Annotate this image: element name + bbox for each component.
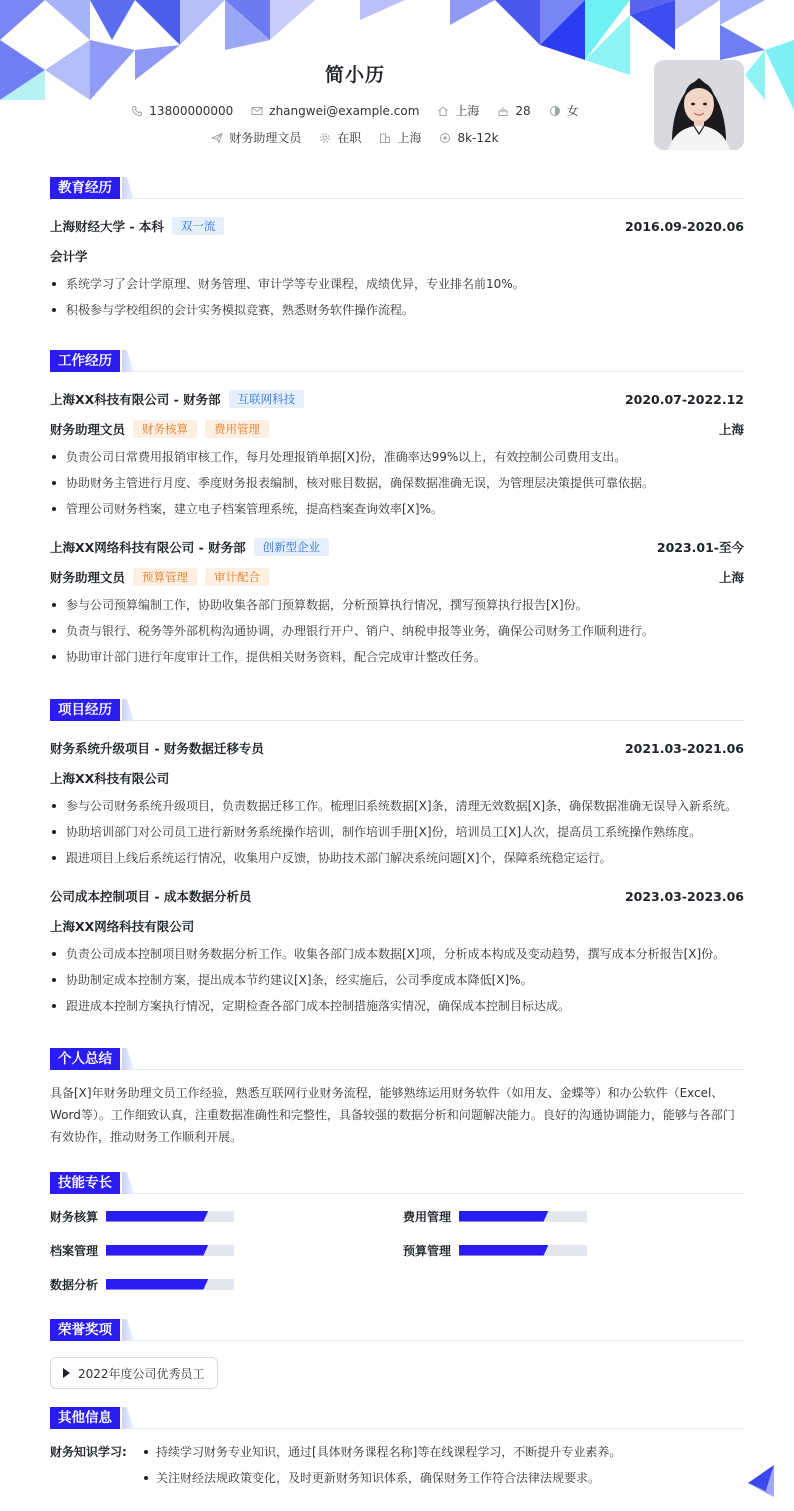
industry-tag: 创新型企业 [254,538,330,556]
skill-item [403,1208,744,1224]
work-location: 上海 [718,570,744,585]
salary-item [439,131,498,145]
skill-level-fill [106,1211,208,1222]
section-title: 其他信息 [50,1407,120,1429]
section-title-tail [122,1048,134,1070]
major-name: 会计学 [50,249,88,264]
skill-tag: 财务核算 [133,420,197,438]
project-bullets [50,941,744,1019]
skill-level-bar [106,1279,234,1290]
send-icon [211,132,223,144]
section-header [50,1048,744,1070]
projects-section [50,699,744,1019]
section-title-tail [122,1407,134,1429]
triangle-icon [63,1368,70,1378]
skill-level-fill [106,1245,208,1256]
company-row [50,532,744,562]
skill-item [50,1208,403,1224]
work-date: 2023.01-至今 [656,540,744,555]
work-location: 上海 [718,422,744,437]
list-item: 负责与银行、税务等外部机构沟通协调，办理银行开户、销户、纳税申报等业务，确保公司财务工作顺利进行。 [50,618,744,644]
section-title-tail [122,699,134,721]
section-title-tail [122,1319,134,1341]
education-section [50,177,744,323]
section-header [50,1319,744,1341]
city-item [437,102,479,119]
section-title-tail [122,350,134,372]
gender-text: 女 [566,104,579,118]
list-item: 协助制定成本控制方案，提出成本节约建议[X]条，经实施后，公司季度成本降低[X]%。 [50,967,744,993]
list-item: 协助财务主管进行月度、季度财务报表编制，核对账目数据，确保数据准确无误，为管理层决策提供可靠依据。 [50,470,744,496]
candidate-name: 简小历 [324,64,385,86]
work-item [50,384,744,522]
major-row [50,241,744,271]
gender-icon [549,105,561,117]
project-company-row [50,911,744,941]
salary-text: 8k-12k [457,130,499,145]
coin-icon [439,132,451,144]
skill-tag: 费用管理 [205,420,269,438]
project-item [50,733,744,871]
other-section [50,1407,744,1491]
section-title-tail [122,177,134,199]
job-intent-row [0,129,710,146]
section-header [50,699,744,721]
list-item: 管理公司财务档案，建立电子档案管理系统，提高档案查询效率[X]%。 [50,496,744,522]
section-title: 荣誉奖项 [50,1319,120,1341]
age-text: 28 [515,103,531,118]
section-title-tail [122,1172,134,1194]
project-name: 公司成本控制项目 - 成本数据分析员 [50,889,252,904]
phone-item [131,104,233,118]
summary-text: 具备[X]年财务助理文员工作经验，熟悉互联网行业财务流程，能够熟练运用财务软件（如用友、金蝶等）和办公软件（Excel、Word等）。工作细致认真，注重数据准确性和完整性，具备较强的数据分析和问题解决能力。良好的沟通协调能力，能够与各部门有效协作，推动财务工作顺利开展。 [50,1086,735,1144]
target-city-text: 上海 [397,131,422,145]
project-bullets [50,793,744,871]
skill-tag: 审计配合 [205,568,269,586]
email-text: zhangwei@example.com [269,103,420,118]
status-text: 在职 [337,131,362,145]
section-header [50,1407,744,1429]
status-item [319,129,361,146]
list-item: 负责公司成本控制项目财务数据分析工作。收集各部门成本数据[X]项，分析成本构成及变动趋势，撰写成本分析报告[X]份。 [50,941,744,967]
project-company-row [50,763,744,793]
list-item: 跟进成本控制方案执行情况，定期检查各部门成本控制措施落实情况，确保成本控制目标达成。 [50,993,744,1019]
skill-list [50,1208,744,1292]
education-bullets [50,271,744,323]
resume-header [0,0,794,160]
project-company: 上海XX网络科技有限公司 [50,919,195,934]
skill-level-fill [459,1245,549,1256]
list-item: 协助审计部门进行年度审计工作，提供相关财务资料，配合完成审计整改任务。 [50,644,744,670]
position-row [50,414,744,444]
company-name: 上海XX网络科技有限公司 - 财务部 [50,540,246,555]
home-icon [437,105,449,117]
skill-name: 数据分析 [50,1277,99,1292]
job-target-item [211,129,301,146]
work-item [50,532,744,670]
company-row [50,384,744,414]
school-tag: 双一流 [172,217,225,235]
profile-photo [654,60,744,150]
list-item: 持续学习财务专业知识，通过[具体财务课程名称]等在线课程学习，不断提升专业素养。 [142,1439,621,1465]
skill-level-bar [106,1211,234,1222]
cake-icon [497,105,509,117]
list-item: 系统学习了会计学原理、财务管理、审计学等专业课程，成绩优异，专业排名前10%。 [50,271,744,297]
list-item: 关注财经法规政策变化，及时更新财务知识体系，确保财务工作符合法律法规要求。 [142,1465,621,1491]
work-bullets [50,444,744,522]
company-name: 上海XX科技有限公司 - 财务部 [50,392,221,407]
section-header [50,350,744,372]
project-item [50,881,744,1019]
skill-level-fill [459,1211,549,1222]
school-name: 上海财经大学 - 本科 [50,219,164,234]
list-item: 协助培训部门对公司员工进行新财务系统操作培训，制作培训手册[X]份，培训员工[X]人次，提高员工系统操作熟练度。 [50,819,744,845]
position-name: 财务助理文员 [50,422,126,437]
position-name: 财务助理文员 [50,570,126,585]
gender-item [549,102,579,119]
work-section [50,350,744,670]
section-title: 项目经历 [50,699,120,721]
skill-item [50,1276,403,1292]
skill-level-fill [106,1279,208,1290]
phone-icon [131,105,143,117]
position-row [50,562,744,592]
skill-level-bar [106,1245,234,1256]
section-header [50,1172,744,1194]
skill-name: 财务核算 [50,1209,99,1224]
list-item: 负责公司日常费用报销审核工作，每月处理报销单据[X]份，准确率达99%以上，有效控制公司费用支出。 [50,444,744,470]
work-bullets [50,592,744,670]
project-company: 上海XX科技有限公司 [50,771,170,786]
industry-tag: 互联网科技 [229,390,305,408]
skill-name: 费用管理 [403,1209,452,1224]
work-date: 2020.07-2022.12 [624,391,744,407]
award-text: 2022年度公司优秀员工 [78,1366,205,1381]
project-date: 2023.03-2023.06 [624,888,744,904]
list-item: 积极参与学校组织的会计实务模拟竞赛，熟悉财务软件操作流程。 [50,297,744,323]
skill-name: 预算管理 [403,1243,452,1258]
education-date: 2016.09-2020.06 [624,218,744,234]
skill-item [403,1242,744,1258]
awards-section [50,1319,744,1389]
corner-logo-icon [744,1459,778,1499]
skill-item [50,1242,403,1258]
project-row [50,881,744,911]
section-title: 教育经历 [50,177,120,199]
gear-icon [319,132,331,144]
section-title: 技能专长 [50,1172,120,1194]
project-name: 财务系统升级项目 - 财务数据迁移专员 [50,741,264,756]
skills-section [50,1172,744,1292]
award-item [50,1357,218,1389]
list-item: 参与公司财务系统升级项目，负责数据迁移工作。梳理旧系统数据[X]条，清理无效数据[X]条，确保数据准确无误导入新系统。 [50,793,744,819]
skill-level-bar [459,1211,587,1222]
section-title: 个人总结 [50,1048,120,1070]
list-item: 参与公司预算编制工作，协助收集各部门预算数据，分析预算执行情况，撰写预算执行报告[X]份。 [50,592,744,618]
section-title: 工作经历 [50,350,120,372]
section-header [50,177,744,199]
other-info-row [50,1439,744,1491]
building-icon [379,132,391,144]
skill-level-bar [459,1245,587,1256]
target-city-item [379,129,421,146]
skill-tag: 预算管理 [133,568,197,586]
city-text: 上海 [455,104,480,118]
project-date: 2021.03-2021.06 [624,740,744,756]
skill-name: 档案管理 [50,1243,99,1258]
project-row [50,733,744,763]
list-item: 跟进项目上线后系统运行情况，收集用户反馈，协助技术部门解决系统问题[X]个，保障系统稳定运行。 [50,845,744,871]
other-label: 财务知识学习: [50,1445,127,1459]
email-icon [251,105,263,117]
contact-row [0,102,710,119]
age-item [497,104,530,118]
summary-section [50,1048,744,1148]
email-item [251,104,419,118]
other-bullets [142,1439,621,1491]
education-row [50,211,744,241]
phone-text: 13800000000 [149,103,234,118]
job-target-text: 财务助理文员 [229,131,302,145]
